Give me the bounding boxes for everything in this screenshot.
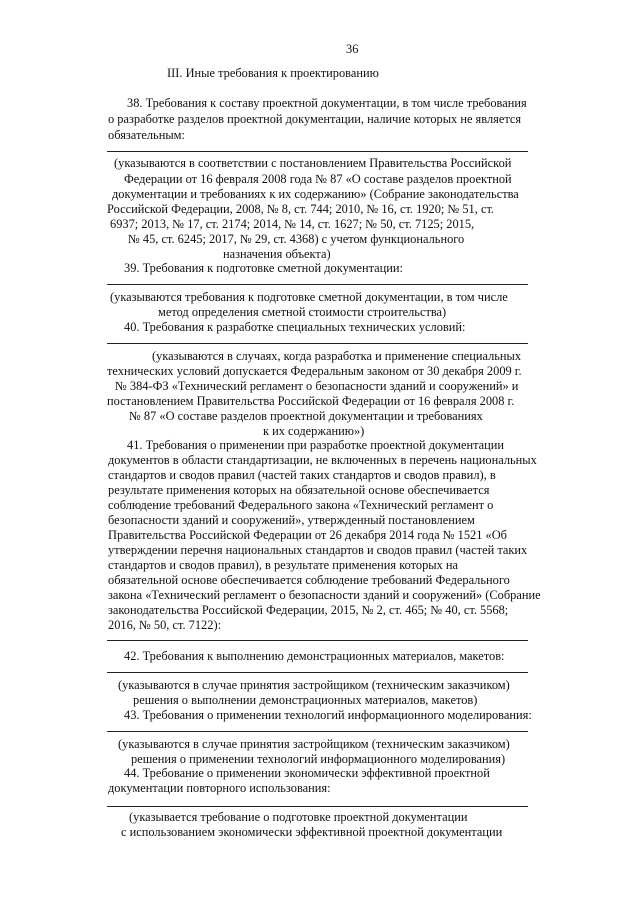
item-44-fill-line	[107, 806, 528, 807]
item-40-note-line-3: № 384-ФЗ «Технический регламент о безопасности зданий и сооружений» и	[115, 379, 519, 393]
item-41-line-7: Правительства Российской Федерации от 26 декабря 2014 года № 1521 «Об	[108, 528, 507, 542]
item-38-line-2: о разработке разделов проектной документации, наличие которых не является	[108, 112, 522, 126]
item-41-line-13: 2016, № 50, ст. 7122):	[108, 618, 222, 632]
page-number: 36	[346, 42, 359, 56]
item-38-note-line-3: документации и требованиях к их содержанию» (Собрание законодательства	[112, 187, 519, 201]
item-38-note-line-6: № 45, ст. 6245; 2017, № 29, ст. 4368) с учетом функционального	[128, 232, 465, 246]
item-40-fill-line	[107, 343, 528, 344]
item-39-note-line-2: метод определения сметной стоимости строительства)	[158, 305, 447, 319]
item-38-line-3: обязательным:	[108, 128, 185, 142]
item-42-note-line-1: (указываются в случае принятия застройщиком (техническим заказчиком)	[118, 678, 510, 692]
item-43-note-line-2: решения о применении технологий информационного моделирования)	[131, 752, 506, 766]
item-38-note-line-2: Федерации от 16 февраля 2008 года № 87 «О составе разделов проектной	[124, 172, 512, 186]
item-41-line-8: утверждении перечня национальных стандартов и сводов правил (частей таких	[108, 543, 528, 557]
item-38-note-line-4: Российской Федерации, 2008, № 8, ст. 744; 2010, № 16, ст. 1920; № 51, ст.	[107, 202, 495, 216]
item-44-line-2: документации повторного использования:	[108, 781, 331, 795]
item-42-fill-line	[107, 672, 528, 673]
section-heading: III. Иные требования к проектированию	[167, 66, 379, 80]
item-41-line-6: безопасности зданий и сооружений», утвержденный постановлением	[108, 513, 475, 527]
item-41-line-3: стандартов и сводов правил (частей таких стандартов и сводов правил), в	[108, 468, 496, 482]
item-43-line-1: 43. Требования о применении технологий информационного моделирования:	[124, 708, 532, 722]
item-41-line-12: законодательства Российской Федерации, 2015, № 2, ст. 465; № 40, ст. 5568;	[108, 603, 509, 617]
item-41-line-1: 41. Требования о применении при разработке проектной документации	[127, 438, 505, 452]
item-38-note-line-1: (указываются в соответствии с постановлением Правительства Российской	[114, 156, 512, 170]
item-41-line-10: обязательной основе обеспечивается соблюдение требований Федерального	[108, 573, 510, 587]
item-41-line-4: результате применения которых на обязательной основе обеспечивается	[108, 483, 490, 497]
item-41-line-9: стандартов и сводов правил), в результате применения которых на	[108, 558, 459, 572]
item-38-line-1: 38. Требования к составу проектной документации, в том числе требования	[127, 96, 527, 110]
item-39-note-line-1: (указываются требования к подготовке сметной документации, в том числе	[110, 290, 508, 304]
item-39-line-1: 39. Требования к подготовке сметной документации:	[124, 261, 403, 275]
item-41-line-5: соблюдение требований Федерального закона «Технический регламент о	[108, 498, 494, 512]
item-38-note-line-5: 6937; 2013, № 17, ст. 2174; 2014, № 14, ст. 1627; № 50, ст. 7125; 2015,	[110, 217, 475, 231]
item-40-note-line-5: № 87 «О составе разделов проектной документации и требованиях	[129, 409, 483, 423]
item-42-note-line-2: решения о выполнении демонстрационных материалов, макетов)	[133, 693, 478, 707]
item-44-line-1: 44. Требование о применении экономически эффективной проектной	[124, 766, 490, 780]
item-43-note-line-1: (указываются в случае принятия застройщиком (техническим заказчиком)	[118, 737, 510, 751]
item-39-fill-line	[107, 284, 528, 285]
item-38-fill-line	[107, 151, 528, 152]
item-40-note-line-4: постановлением Правительства Российской Федерации от 16 февраля 2008 г.	[107, 394, 515, 408]
item-40-note-line-1: (указываются в случаях, когда разработка и применение специальных	[152, 349, 522, 363]
item-44-note-line-1: (указывается требование о подготовке проектной документации	[129, 810, 468, 824]
item-42-line-1: 42. Требования к выполнению демонстрационных материалов, макетов:	[124, 649, 505, 663]
item-41-fill-line	[107, 640, 528, 641]
item-41-line-11: закона «Технический регламент о безопасности зданий и сооружений» (Собрание	[108, 588, 541, 602]
item-40-note-line-2: технических условий допускается Федеральным законом от 30 декабря 2009 г.	[107, 364, 522, 378]
item-41-line-2: документов в области стандартизации, не включенных в перечень национальных	[108, 453, 537, 467]
item-38-note-line-7: назначения объекта)	[223, 247, 331, 261]
item-43-fill-line	[107, 731, 528, 732]
item-40-line-1: 40. Требования к разработке специальных технических условий:	[124, 320, 466, 334]
item-44-note-line-2: с использованием экономически эффективной проектной документации	[121, 825, 503, 839]
item-40-note-line-6: к их содержанию»)	[263, 424, 365, 438]
